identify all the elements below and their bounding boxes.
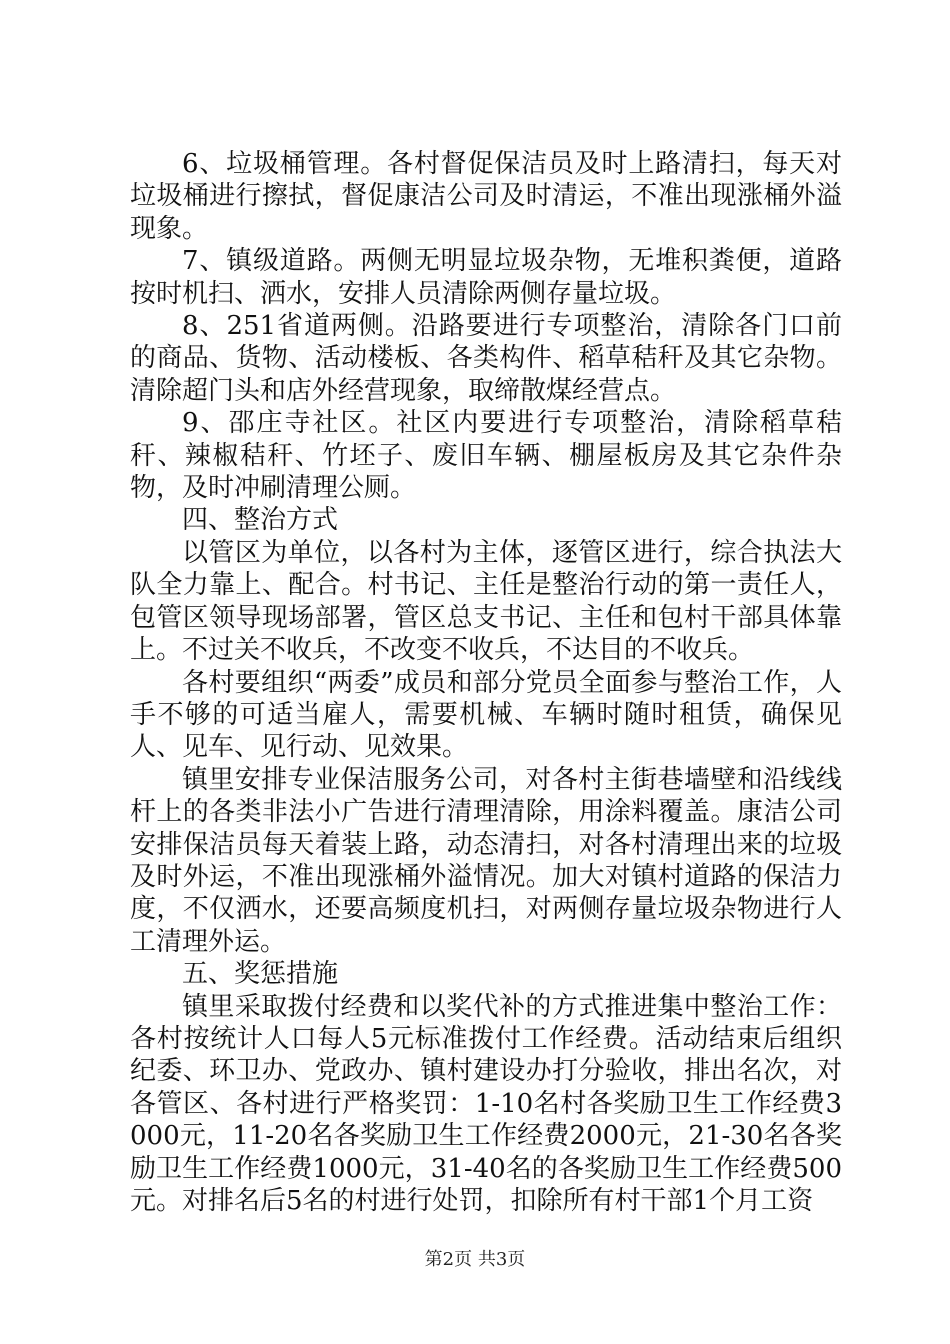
paragraph-community: 9、邵庄寺社区。社区内要进行专项整治，清除稻草秸秆、辣椒秸秆、竹坯子、废旧车辆、棚屋板房及其它杂件杂物，及时冲刷清理公厕。	[130, 408, 842, 504]
section-heading-methods: 四、整治方式	[182, 505, 339, 536]
paragraph-provincial-road: 8、251省道两侧。沿路要进行专项整治，清除各门口前的商品、货物、活动楼板、各类构件、稻草秸秆及其它杂物。清除超门头和店外经营现象，取缔散煤经营点。	[130, 311, 842, 406]
section-heading-rewards: 五、奖惩措施	[182, 959, 339, 990]
paragraph-methods-3: 镇里安排专业保洁服务公司，对各村主街巷墙壁和沿线线杆上的各类非法小广告进行清理清除，用涂料覆盖。康洁公司安排保洁员每天着装上路，动态清扫，对各村清理出来的垃圾及时外运，不准出现涨桶外溢情况。加大对镇村道路的保洁力度，不仅洒水，还要高频度机扫，对两侧存量垃圾杂物进行人工清理外运。	[130, 764, 842, 957]
document-page	[130, 148, 842, 1217]
paragraph-methods-2: 各村要组织“两委”成员和部分党员全面参与整治工作，人手不够的可适当雇人，需要机械、车辆时随时租赁，确保见人、见车、见行动、见效果。	[130, 667, 842, 763]
page-number-footer: 第2页 共3页	[424, 1249, 526, 1270]
paragraph-garbage-bin: 6、垃圾桶管理。各村督促保洁员及时上路清扫，每天对垃圾桶进行擦拭，督促康洁公司及时清运，不准出现涨桶外溢现象。	[130, 149, 842, 244]
paragraph-methods-1: 以管区为单位，以各村为主体，逐管区进行，综合执法大队全力靠上、配合。村书记、主任是整治行动的第一责任人，包管区领导现场部署，管区总支书记、主任和包村干部具体靠上。不过关不收兵，不改变不收兵，不达目的不收兵。	[130, 537, 842, 666]
paragraph-town-roads: 7、镇级道路。两侧无明显垃圾杂物，无堆积粪便，道路按时机扫、洒水，安排人员清除两侧存量垃圾。	[130, 246, 842, 309]
paragraph-rewards: 镇里采取拨付经费和以奖代补的方式推进集中整治工作：各村按统计人口每人5元标准拨付工作经费。活动结束后组织纪委、环卫办、党政办、镇村建设办打分验收，排出名次，对各管区、各村进行严格奖罚：1-10名村各奖励卫生工作经费3000元，11-20名各奖励卫生工作经费2000元，21-30名各奖励卫生工作经费1000元，31-40名的各奖励卫生工作经费500元。对排名后5名的村进行处罚，扣除所有村干部1个月工资	[130, 991, 842, 1216]
